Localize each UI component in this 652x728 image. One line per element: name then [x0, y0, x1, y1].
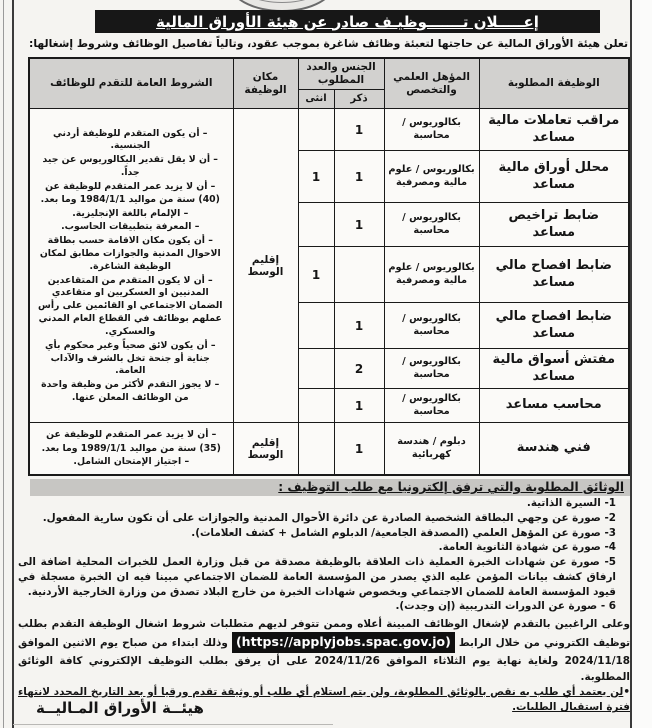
- female-count: [298, 423, 334, 475]
- col-header-female: انثى: [298, 90, 334, 109]
- vacancies-table: [28, 57, 630, 476]
- condition-item: – أن لا يكون المتقدم من المتقاعدين المدنيين او العسكريين او متقاعدي الضمان الاجتماعي او القائمين على رأس عملهم بوظائف في القطاع العام المدني والعسكري.: [38, 274, 223, 337]
- male-count: 1: [334, 109, 384, 151]
- job-title: ضابط افصاح مالي مساعد: [479, 303, 629, 349]
- male-count: 1: [334, 303, 384, 349]
- document-item: 2- صورة عن وجهي البطاقة الشخصية الصادرة عن دائرة الأحوال المدنية والجوازات على أن تكون سارية المفعول.: [42, 511, 616, 524]
- document-item: 5- صورة عن شهادات الخبرة العملية ذات العلاقة بالوظيفة مصدقة من قبل وزارة العمل للخبرات المحلية اضافة الى ارفاق كشف بيانات المؤمن عليه الذي يصدر من المؤسسة العامة للضمان الاجتماعي مبينا فيه ان الخبرة مسجلة في قيود المؤسسة العامة للضمان الاجتماعي وبخصوص شهادات الخبرة من خارج البلاد تصدق من وزارة الخارجية الأردنية.: [18, 556, 616, 598]
- condition-item: – أن لا يقل تقدير البكالوريوس عن جيد جداً.: [42, 154, 218, 179]
- male-count: 1: [334, 389, 384, 423]
- condition-item: – أن يكون المتقدم للوظيفة أردني الجنسية.: [53, 127, 208, 152]
- job-qualification: دبلوم / هندسة كهربائية: [384, 423, 479, 475]
- condition-item: – المعرفة بتطبيقات الحاسوب.: [61, 221, 200, 233]
- female-count: 1: [298, 151, 334, 203]
- condition-item: – أن يكون مكان الاقامة حسب بطاقة الاحوال المدنية والجوازات مطابق لمكان الوظيفة الشاغرة.: [39, 235, 221, 272]
- job-title: فني هندسة: [479, 423, 629, 475]
- application-text-before-link: وعلى الراغبين بالتقدم لإشغال الوظائف المبينة أعلاه وممن تتوفر لديهم متطلبات شروط اشغال الوظيفة التقدم بطلب توظيف الكتروني من خلال الرابط: [18, 618, 630, 650]
- col-header-conditions: الشروط العامة للتقدم للوظائف: [29, 58, 233, 109]
- announcement-title-bar: [95, 10, 600, 33]
- condition-item: – أن لا يزيد عمر المتقدم للوظيفة عن (40) سنة من مواليد 1984/1/1 وما بعد.: [40, 180, 220, 205]
- intro-line: تعلن هيئة الأوراق المالية عن حاجتها لتعبئة وظائف شاغرة بموجب عقود، وتالياً تفاصيل الوظائف وشروط إشغالها:: [29, 37, 628, 50]
- male-count: [334, 247, 384, 303]
- female-count: [298, 349, 334, 389]
- job-qualification: بكالوريوس / محاسبة: [384, 349, 479, 389]
- female-count: [298, 203, 334, 247]
- document-item: 6 - صورة عن الدورات التدريبية (إن وجدت).: [395, 600, 616, 613]
- bottom-rule: [13, 724, 333, 725]
- job-title: ضابط تراخيص مساعد: [479, 203, 629, 247]
- application-paragraph: [18, 616, 630, 685]
- general-conditions-cell: [29, 109, 233, 423]
- job-qualification: بكالوريوس / محاسبة: [384, 303, 479, 349]
- table-row: [29, 109, 629, 151]
- male-count: 1: [334, 203, 384, 247]
- issuer-signature: هيئــة الأوراق المـاليــة: [36, 699, 204, 717]
- job-qualification: بكالوريوس / علوم مالية ومصرفية: [384, 151, 479, 203]
- job-location-merged: إقليم الوسط: [233, 109, 298, 423]
- condition-item: – لا يجوز التقدم لأكثر من وظيفة واحدة من الوظائف المعلن عنها.: [41, 379, 220, 404]
- bullet-icon: •: [623, 685, 630, 698]
- male-count: 2: [334, 349, 384, 389]
- female-count: [298, 303, 334, 349]
- col-header-job: الوظيفة المطلوبة: [479, 58, 629, 109]
- note-text: لن يعتمد أي طلب به نقص بالوثائق المطلوبة، ولن يتم استلام أي طلب أو وثيقة تقدم ورقيا أو بعد التاريخ المحدد لانتهاء فترة استقبال الطلبات.: [18, 685, 630, 714]
- condition-item: – اجتياز الإمتحان الشامل.: [73, 456, 190, 468]
- condition-item: – أن لا يزيد عمر المتقدم للوظيفة عن (35) سنة من مواليد 1989/1/1 وما بعد.: [41, 429, 221, 454]
- job-qualification: بكالوريوس / محاسبة: [384, 203, 479, 247]
- application-text-after-link: وذلك ابتداء من صباح يوم الاثنين الموافق 2024/11/18 ولغاية نهاية يوم الثلاثاء الموافق 2024/11/26 على أن يرفق بطلب التوظيف الإلكتروني كافة الوثائق المطلوبة.: [18, 637, 630, 683]
- male-count: 1: [334, 151, 384, 203]
- col-header-location: مكان الوظيفة: [233, 58, 298, 109]
- condition-item: – الإلمام باللغة الإنجليزية.: [72, 207, 189, 219]
- job-title: مراقب تعاملات مالية مساعد: [479, 109, 629, 151]
- application-url: (https://applyjobs.spac.gov.jo): [232, 632, 455, 652]
- document-item: 1- السيرة الذاتية.: [526, 497, 616, 509]
- col-header-gender-count: الجنس والعدد المطلوب: [298, 58, 384, 90]
- female-count: [298, 109, 334, 151]
- job-title: مفتش أسواق مالية مساعد: [479, 349, 629, 389]
- documents-heading: الوثائق المطلوبة والتي ترفق إلكترونيا مع طلب التوظيف :: [30, 479, 630, 496]
- documents-and-apply-section: [18, 479, 630, 716]
- job-title: محلل أوراق مالية مساعد: [479, 151, 629, 203]
- document-item: 4- صورة عن شهادة الثانوية العامة.: [438, 541, 616, 554]
- col-header-qualification: المؤهل العلمي والتخصص: [384, 58, 479, 109]
- job-title: ضابط افصاح مالي مساعد: [479, 247, 629, 303]
- announcement-title: إعـــــلان تـــــــوظيـف صادر عن هيئة الأوراق المالية: [156, 12, 539, 31]
- document-item: 3- صورة عن المؤهل العلمي (المصدقة الجامعية/ الدبلوم الشامل + كشف العلامات).: [191, 526, 616, 539]
- job-title: محاسب مساعد: [479, 389, 629, 423]
- job-qualification: بكالوريوس / محاسبة: [384, 389, 479, 423]
- female-count: 1: [298, 247, 334, 303]
- male-count: 1: [334, 423, 384, 475]
- table-row: [29, 423, 629, 475]
- job-qualification: بكالوريوس / علوم مالية ومصرفية: [384, 247, 479, 303]
- job-qualification: بكالوريوس / محاسبة: [384, 109, 479, 151]
- female-count: [298, 389, 334, 423]
- job-location: إقليم الوسط: [233, 423, 298, 475]
- col-header-male: ذكر: [334, 90, 384, 109]
- left-inner-column-rule: [12, 0, 14, 728]
- condition-item: – أن يكون لائق صحياً وغير محكوم بأي جناية أو جنحة تخل بالشرف والآداب العامة.: [44, 339, 216, 377]
- right-margin: [632, 0, 652, 728]
- left-outer-column-rule: [3, 0, 4, 728]
- special-conditions-cell: [29, 423, 233, 475]
